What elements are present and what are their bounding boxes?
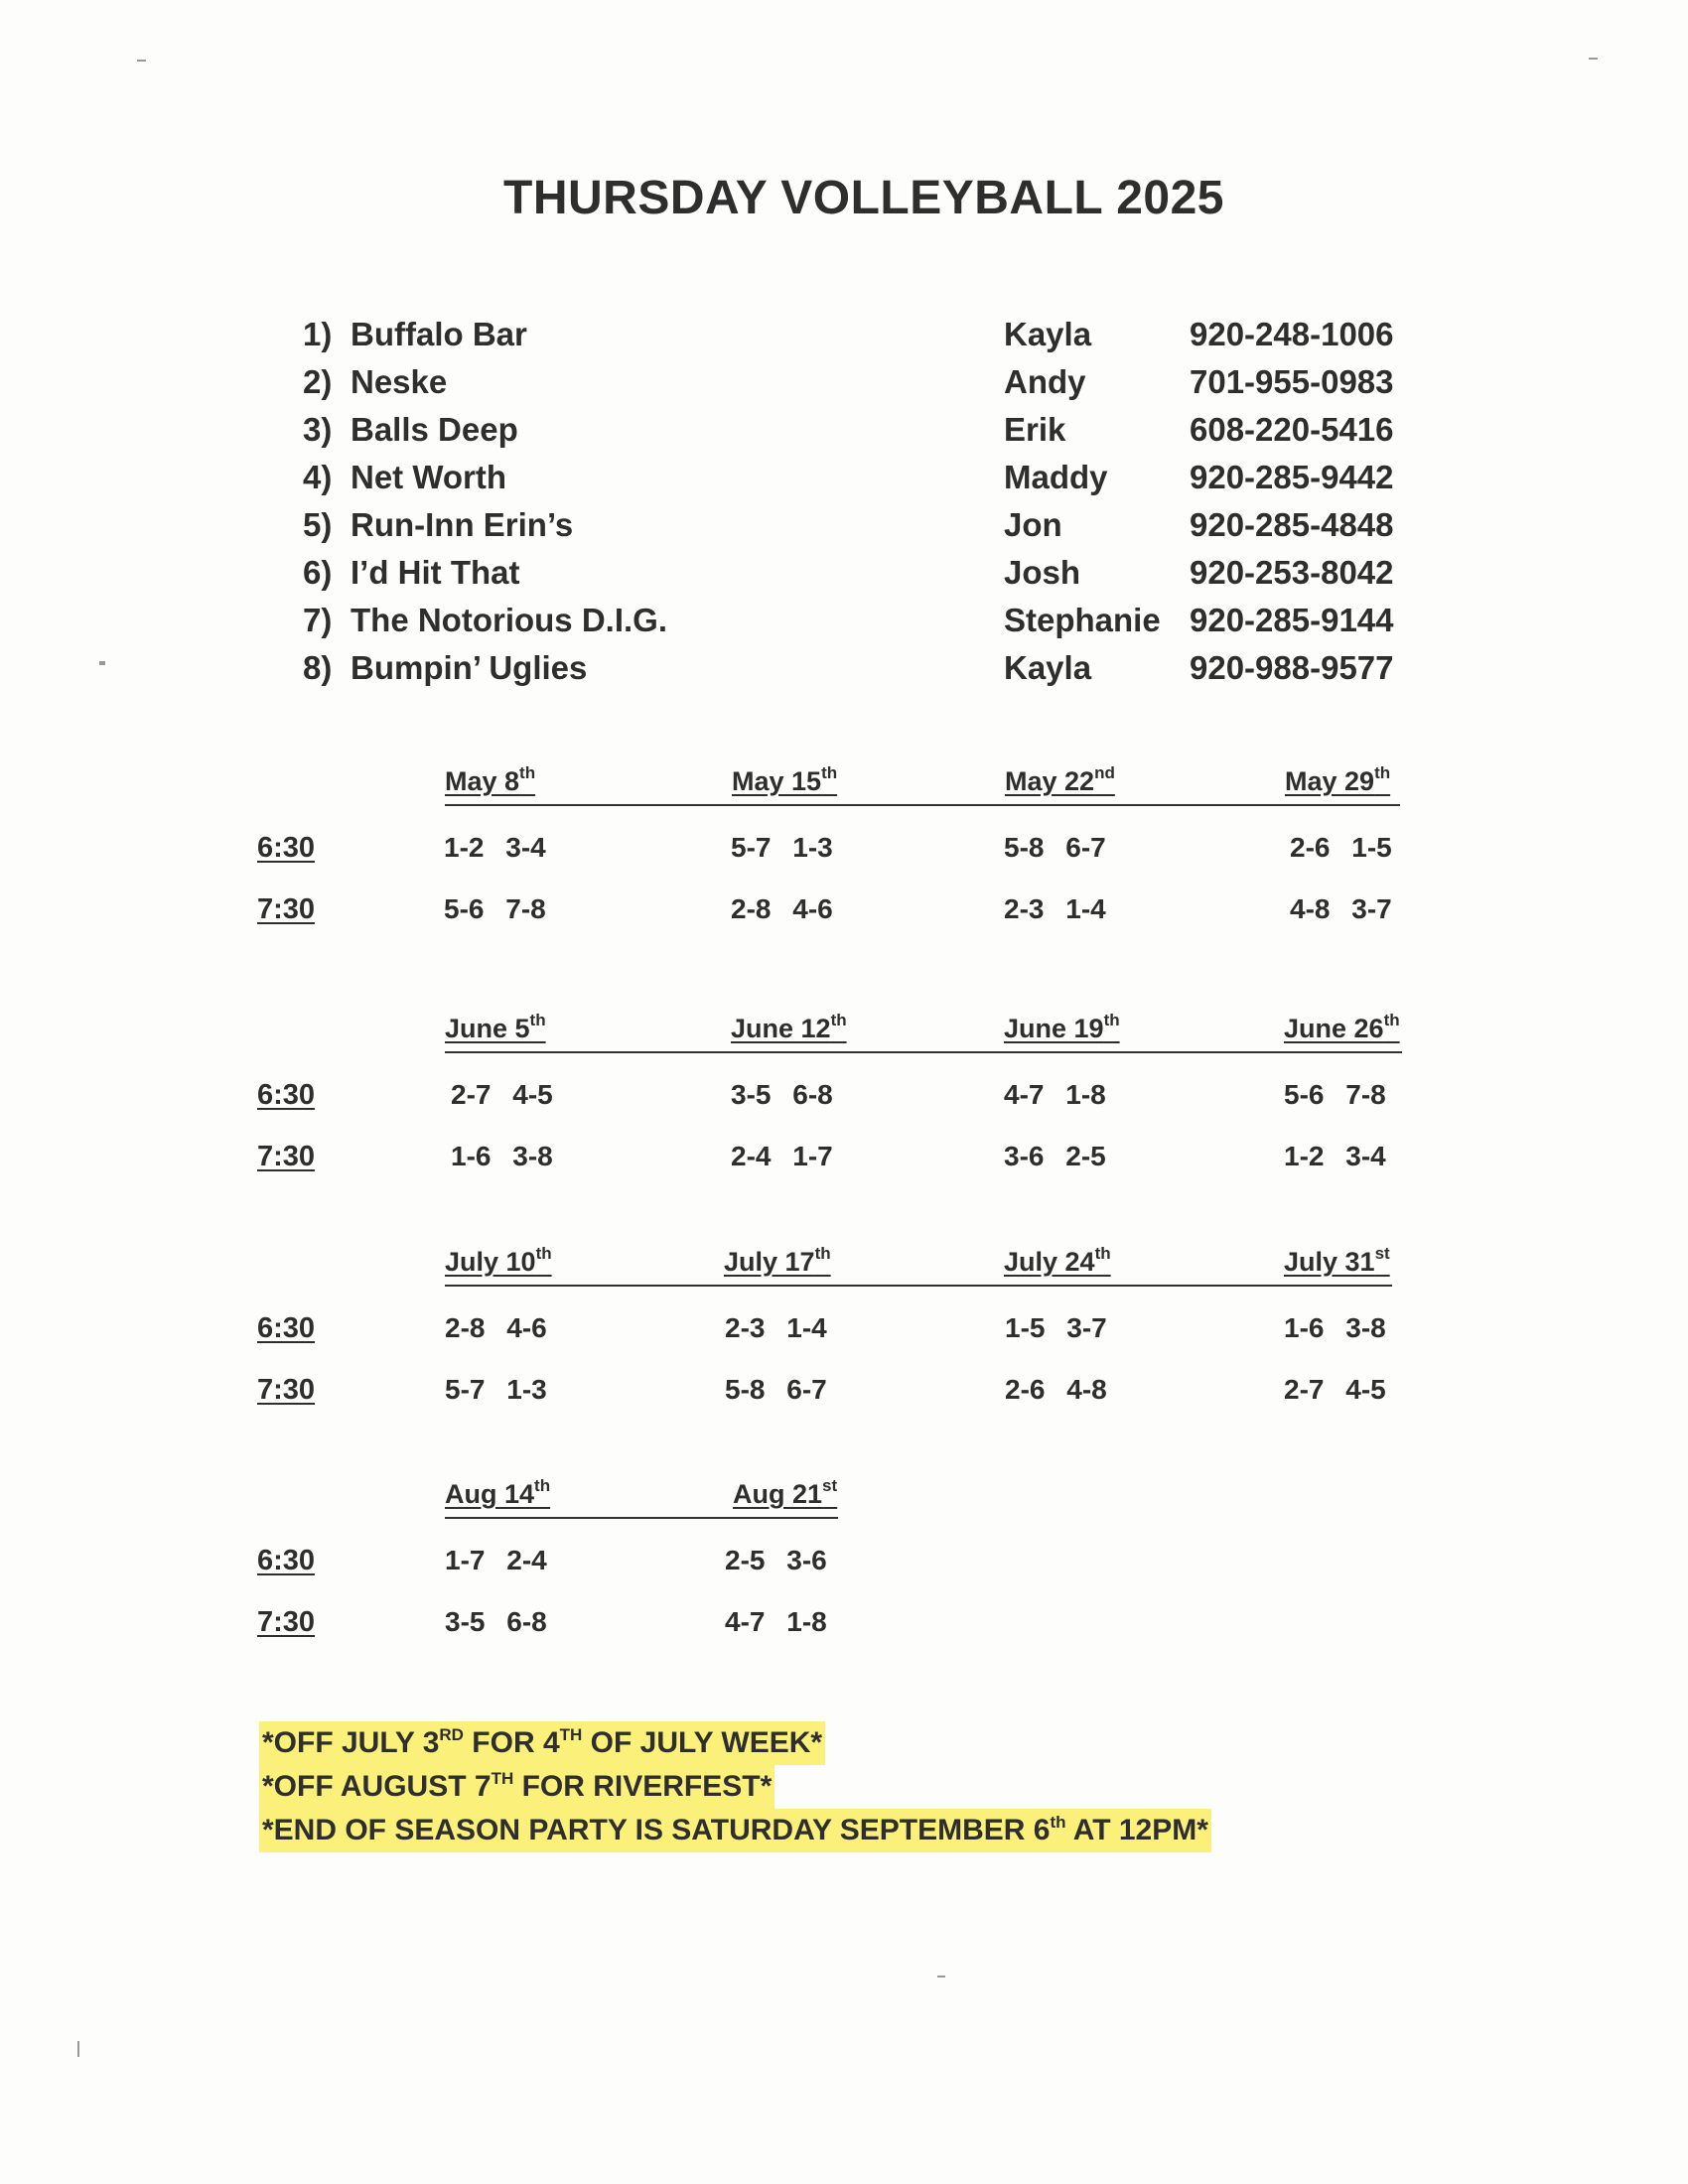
- team-phone: 920-253-8042: [1190, 554, 1394, 591]
- matchup: 2-8 4-6: [445, 1312, 547, 1343]
- team-number: 4): [303, 459, 333, 495]
- week-date: May 15th: [732, 763, 838, 796]
- matchup: 2-5 3-6: [725, 1545, 827, 1575]
- matchup: 5-7 1-3: [445, 1374, 547, 1405]
- matchup: 3-6 2-5: [1004, 1141, 1106, 1171]
- team-row: [303, 459, 1405, 506]
- team-name: The Notorious D.I.G.: [351, 602, 667, 638]
- time-label: 6:30: [257, 832, 316, 864]
- team-captain: Andy: [1004, 363, 1086, 400]
- matchup: 5-8 6-7: [1004, 832, 1106, 863]
- schedule-block-july: [0, 1244, 1688, 1435]
- team-captain: Stephanie: [1004, 602, 1161, 638]
- week-date: July 10th: [445, 1244, 552, 1277]
- team-row: [303, 411, 1405, 459]
- scan-speck: [137, 60, 146, 62]
- scan-speck: [937, 1976, 945, 1978]
- page-title: THURSDAY VOLLEYBALL 2025: [503, 172, 1224, 224]
- team-number: 7): [303, 602, 333, 638]
- team-name: Neske: [351, 363, 448, 400]
- time-label: 7:30: [257, 1606, 316, 1638]
- matchup: 5-7 1-3: [731, 832, 833, 863]
- matchup: 5-6 7-8: [444, 893, 546, 924]
- schedule-block-may: [0, 763, 1688, 955]
- matchup: 2-6 4-8: [1005, 1374, 1107, 1405]
- team-phone: 920-248-1006: [1190, 316, 1394, 352]
- header-rule: [445, 1517, 838, 1519]
- notes: [259, 1721, 1211, 1852]
- week-date: July 24th: [1004, 1244, 1111, 1277]
- team-phone: 920-285-4848: [1190, 506, 1394, 543]
- team-captain: Erik: [1004, 411, 1066, 448]
- schedule-block-august: [0, 1476, 1688, 1668]
- week-date: Aug 21st: [733, 1476, 838, 1509]
- note-party: *END OF SEASON PARTY IS SATURDAY SEPTEMBER 6th AT 12PM*: [259, 1809, 1211, 1852]
- matchup: 3-5 6-8: [731, 1079, 833, 1110]
- time-label: 6:30: [257, 1079, 316, 1111]
- team-captain: Kayla: [1004, 316, 1092, 352]
- team-name: Run-Inn Erin’s: [351, 506, 574, 543]
- matchup: 4-8 3-7: [1290, 893, 1392, 924]
- matchup: 3-5 6-8: [445, 1606, 547, 1637]
- team-row: [303, 554, 1405, 602]
- matchup: 1-2 3-4: [1284, 1141, 1386, 1171]
- week-date: July 31st: [1284, 1244, 1390, 1277]
- team-number: 2): [303, 363, 333, 400]
- team-name: I’d Hit That: [351, 554, 520, 591]
- team-row: [303, 363, 1405, 411]
- matchup: 1-7 2-4: [445, 1545, 547, 1575]
- team-captain: Jon: [1004, 506, 1062, 543]
- team-phone: 608-220-5416: [1190, 411, 1394, 448]
- time-label: 6:30: [257, 1545, 316, 1576]
- time-label: 7:30: [257, 1374, 316, 1406]
- team-phone: 920-285-9442: [1190, 459, 1394, 495]
- matchup: 1-6 3-8: [451, 1141, 553, 1171]
- team-captain: Josh: [1004, 554, 1081, 591]
- week-date: June 26th: [1284, 1011, 1400, 1043]
- week-date: June 12th: [731, 1011, 847, 1043]
- team-row: [303, 649, 1405, 697]
- header-rule: [445, 804, 1400, 806]
- team-name: Bumpin’ Uglies: [351, 649, 588, 686]
- team-number: 1): [303, 316, 333, 352]
- matchup: 1-6 3-8: [1284, 1312, 1386, 1343]
- team-phone: 920-988-9577: [1190, 649, 1394, 686]
- matchup: 1-5 3-7: [1005, 1312, 1107, 1343]
- team-phone: 701-955-0983: [1190, 363, 1394, 400]
- time-label: 7:30: [257, 893, 316, 925]
- matchup: 5-8 6-7: [725, 1374, 827, 1405]
- scan-speck: [99, 661, 105, 665]
- scan-speck: [1589, 58, 1598, 60]
- team-number: 5): [303, 506, 333, 543]
- note-august: *OFF AUGUST 7TH FOR RIVERFEST*: [259, 1765, 774, 1809]
- schedule-block-june: [0, 1011, 1688, 1202]
- team-number: 6): [303, 554, 333, 591]
- time-label: 7:30: [257, 1141, 316, 1172]
- matchup: 5-6 7-8: [1284, 1079, 1386, 1110]
- team-name: Buffalo Bar: [351, 316, 527, 352]
- week-date: May 8th: [445, 763, 536, 796]
- team-row: [303, 506, 1405, 554]
- matchup: 2-7 4-5: [451, 1079, 553, 1110]
- week-date: July 17th: [724, 1244, 831, 1277]
- week-date: May 22nd: [1005, 763, 1115, 796]
- scan-speck: [77, 2041, 79, 2057]
- team-phone: 920-285-9144: [1190, 602, 1394, 638]
- week-date: May 29th: [1285, 763, 1391, 796]
- matchup: 2-4 1-7: [731, 1141, 833, 1171]
- team-row: [303, 602, 1405, 649]
- matchup: 1-2 3-4: [444, 832, 546, 863]
- week-date: Aug 14th: [445, 1476, 551, 1509]
- matchup: 2-7 4-5: [1284, 1374, 1386, 1405]
- matchup: 2-3 1-4: [1004, 893, 1106, 924]
- team-captain: Kayla: [1004, 649, 1092, 686]
- matchup: 2-3 1-4: [725, 1312, 827, 1343]
- team-captain: Maddy: [1004, 459, 1108, 495]
- matchup: 2-6 1-5: [1290, 832, 1392, 863]
- team-name: Balls Deep: [351, 411, 518, 448]
- header-rule: [445, 1285, 1392, 1287]
- team-number: 8): [303, 649, 333, 686]
- header-rule: [445, 1051, 1402, 1053]
- note-july: *OFF JULY 3RD FOR 4TH OF JULY WEEK*: [259, 1721, 825, 1765]
- matchup: 2-8 4-6: [731, 893, 833, 924]
- team-name: Net Worth: [351, 459, 507, 495]
- week-date: June 19th: [1004, 1011, 1120, 1043]
- matchup: 4-7 1-8: [725, 1606, 827, 1637]
- team-row: [303, 316, 1405, 363]
- team-list: [303, 316, 1405, 697]
- time-label: 6:30: [257, 1312, 316, 1344]
- week-date: June 5th: [445, 1011, 546, 1043]
- matchup: 4-7 1-8: [1004, 1079, 1106, 1110]
- team-number: 3): [303, 411, 333, 448]
